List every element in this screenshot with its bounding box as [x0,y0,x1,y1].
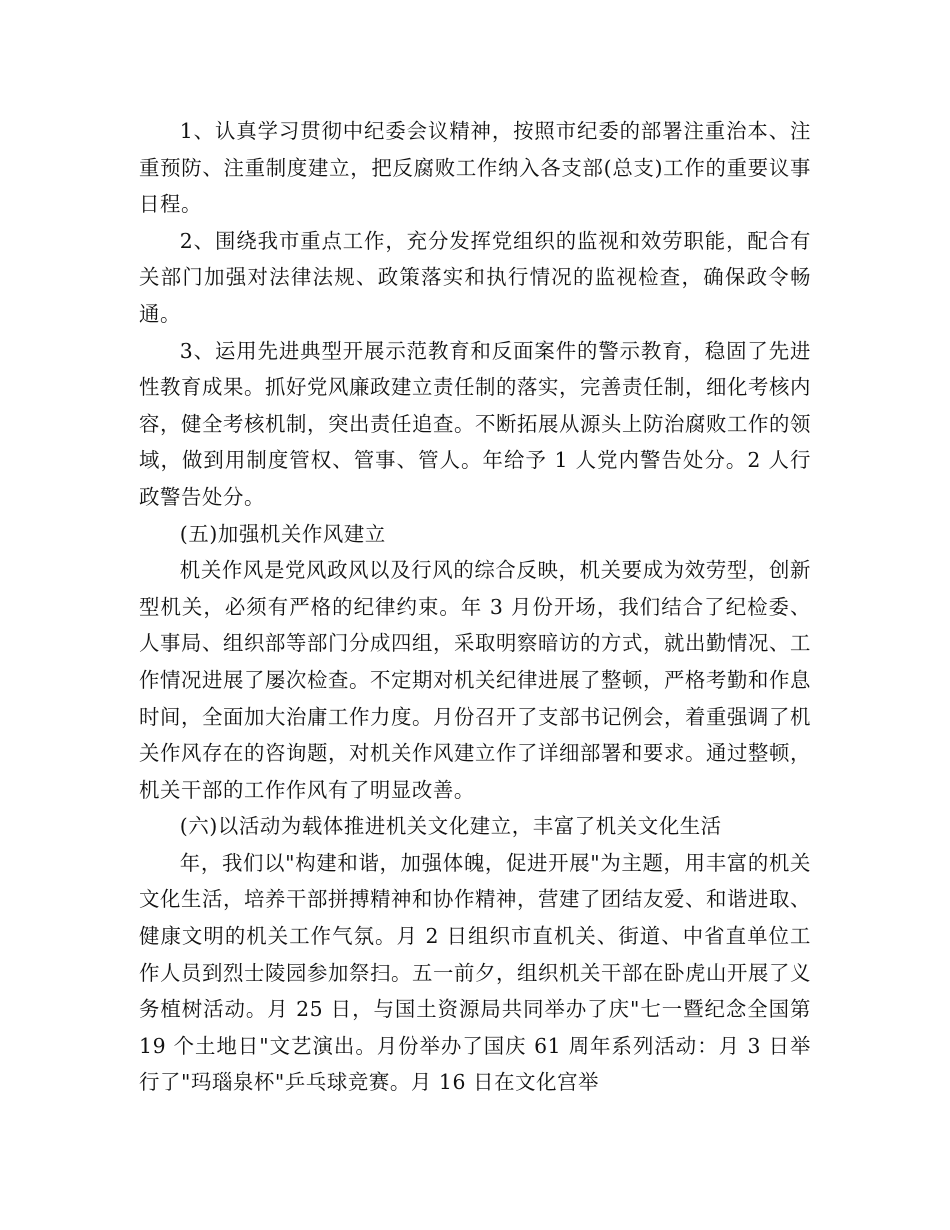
section-heading-5: (五)加强机关作风建立 [179,521,386,546]
paragraph-3: 3、运用先进典型开展示范教育和反面案件的警示教育，稳固了先进性教育成果。抓好党风廉政建立责任制的落实，完善责任制，细化考核内容，健全考核机制，突出责任追查。不断拓展从源头上防治腐败工作的领域，做到用制度管权、管事、管人。年给予 1 人党内警告处分。2 人行政警告处分。 [139,338,811,509]
paragraph-2: 2、围绕我市重点工作，充分发挥党组织的监视和效劳职能，配合有关部门加强对法律法规、政策落实和执行情况的监视检查，确保政令畅通。 [139,228,811,326]
paragraph-5: 年，我们以"构建和谐，加强体魄，促进开展"为主题，用丰富的机关文化生活，培养干部拼搏精神和协作精神，营建了团结友爱、和谐进取、健康文明的机关工作气氛。月 2 日组织市直机关、街道、中省直单位工作人员到烈士陵园参加祭扫。五一前夕，组织机关干部在卧虎山开展了义务植树活动。月 25 日，与国土资源局共同举办了庆"七一暨纪念全国第 19 个土地日"文艺演出。月份举办了国庆 61 周年系列活动：月 3 日举行了"玛瑙泉杯"乒乓球竞赛。月 16 日在文化宫举 [139,850,811,1095]
section-heading-6: (六)以活动为载体推进机关文化建立，丰富了机关文化生活 [179,814,722,839]
document-body [139,113,811,1101]
paragraph-1: 1、认真学习贯彻中纪委会议精神，按照市纪委的部署注重治本、注重预防、注重制度建立，把反腐败工作纳入各支部(总支)工作的重要议事日程。 [139,119,811,217]
paragraph-4: 机关作风是党风政风以及行风的综合反映，机关要成为效劳型，创新型机关，必须有严格的纪律约束。年 3 月份开场，我们结合了纪检委、人事局、组织部等部门分成四组，采取明察暗访的方式，就出勤情况、工作情况进展了屡次检查。不定期对机关纪律进展了整顿，严格考勤和作息时间，全面加大治庸工作力度。月份召开了支部书记例会，着重强调了机关作风存在的咨询题，对机关作风建立作了详细部署和要求。通过整顿，机关干部的工作作风有了明显改善。 [139,558,811,802]
